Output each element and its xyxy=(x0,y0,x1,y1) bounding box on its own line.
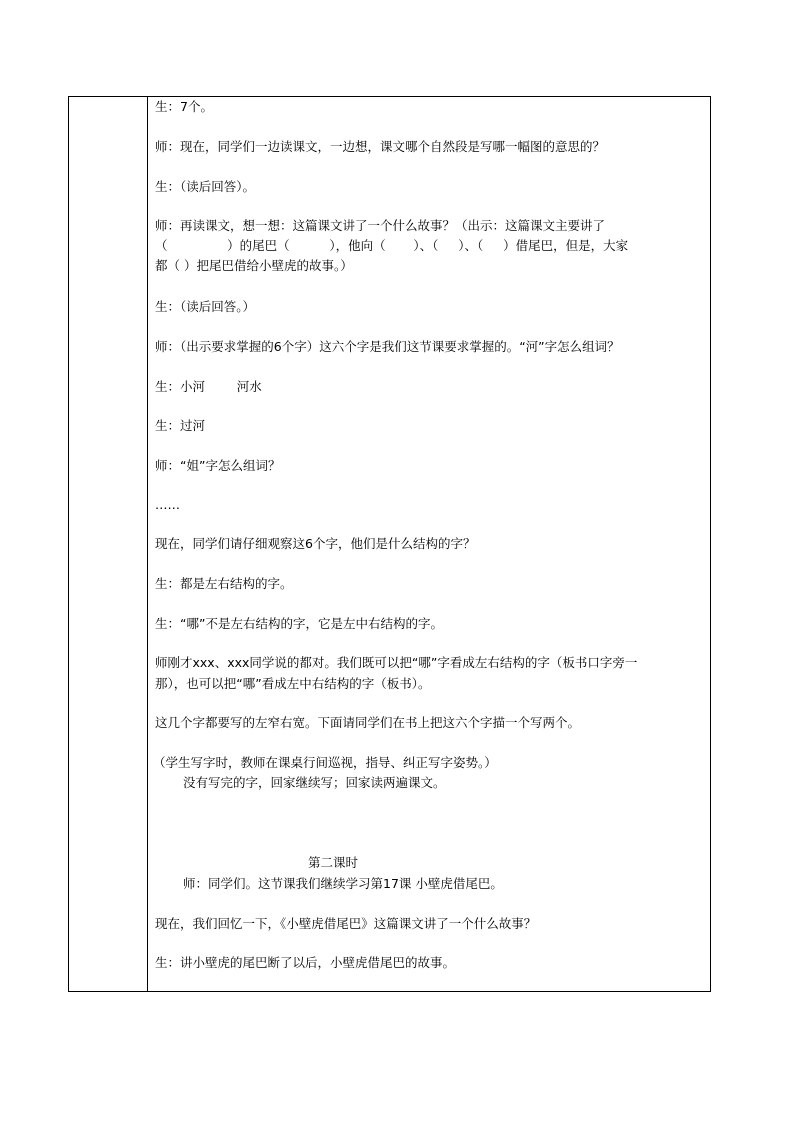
text-line: 生：讲小壁虎的尾巴断了以后，小壁虎借尾巴的故事。 xyxy=(155,955,456,970)
text-line: 师：（出示要求掌握的6个字）这六个字是我们这节课要求掌握的。“河”字怎么组词？ xyxy=(155,339,620,354)
text-line: 师：再读课文，想一想：这篇课文讲了一个什么故事？（出示：这篇课文主要讲了 xyxy=(155,218,606,233)
lesson-table xyxy=(68,96,711,992)
text-line: 生：过河 xyxy=(155,418,206,433)
text-line: 现在，同学们请仔细观察这6个字，他们是什么结构的字？ xyxy=(155,536,476,551)
text-line: 师刚才xxx、xxx同学说的都对。我们既可以把“哪”字看成左右结构的字（板书口字旁一 xyxy=(155,655,638,670)
text-line: （学生写字时，教师在课桌行间巡视，指导、纠正写字姿势。） xyxy=(153,755,497,770)
text-line: 那），也可以把“哪”看成左中右结构的字（板书）。 xyxy=(155,676,431,691)
text-line: 师：同学们。这节课我们继续学习第17课 小壁虎借尾巴。 xyxy=(183,876,503,891)
text-line: 没有写完的字，回家继续写；回家读两遍课文。 xyxy=(183,775,446,790)
table-content-column xyxy=(149,97,710,991)
text-line: （ ）的尾巴（ ），他向（ ）、（ ）、（ ）借尾巴，但是，大家 xyxy=(155,238,629,253)
text-line: 现在，我们回忆一下，《小壁虎借尾巴》这篇课文讲了一个什么故事？ xyxy=(155,916,537,931)
text-line: 师：“姐”字怎么组词？ xyxy=(155,458,281,473)
section-heading: 第二课时 xyxy=(308,855,359,870)
text-line: 生：小河 河水 xyxy=(155,379,262,394)
text-line: 生：“哪”不是左右结构的字，它是左中右结构的字。 xyxy=(155,616,443,631)
text-line: 生：（读后回答）。 xyxy=(155,179,256,194)
text-line: 师：现在，同学们一边读课文，一边想，课文哪个自然段是写哪一幅图的意思的？ xyxy=(155,139,606,154)
text-line: 都（ ）把尾巴借给小壁虎的故事。） xyxy=(155,258,353,273)
text-line: 生：都是左右结构的字。 xyxy=(155,576,293,591)
text-line: 生：7个。 xyxy=(155,99,213,114)
text-line: 生：（读后回答。） xyxy=(155,299,256,314)
table-left-column xyxy=(69,97,148,991)
text-line: 这几个字都要写的左窄右宽。下面请同学们在书上把这六个字描一个写两个。 xyxy=(155,715,581,730)
text-line: …… xyxy=(155,497,180,512)
